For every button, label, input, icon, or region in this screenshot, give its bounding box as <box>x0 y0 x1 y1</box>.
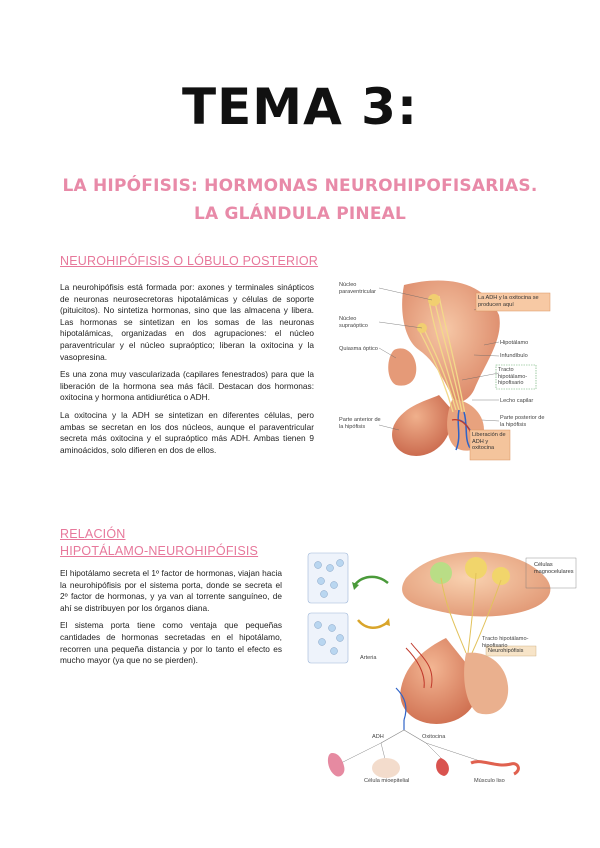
label-artery: Arteria <box>360 655 377 661</box>
label-release: Liberación de ADH y oxitocina <box>472 432 506 452</box>
label-chiasm: Quiasma óptico <box>339 346 378 352</box>
label-supraoptic: Núcleo supraóptico <box>339 316 368 329</box>
section1-paragraph: La oxitocina y la ADH se sintetizan en diferentes células, pero ambas se secretan en los dos núcleos, aunque el paraventricular secreta más oxitocina y el supraóptico más ADH. Ambas tienen 9 aminoácidos, solo difieren en dos de ellos. <box>60 409 314 455</box>
neurohypophysis-figure <box>334 270 554 470</box>
label-hypothalamus: Hipotálamo <box>500 340 529 346</box>
label-oxytocin: Oxitocina <box>422 734 446 740</box>
section1-text <box>60 282 314 462</box>
label-neurohypophysis: Neurohipófisis <box>488 648 524 654</box>
label-magnocellular: Células magnocelulares <box>534 562 574 575</box>
label-anterior: Parte anterior de la hipófisis <box>339 417 381 430</box>
section2-heading <box>60 526 258 560</box>
label-paraventricular: Núcleo paraventricular <box>339 282 376 295</box>
section1-paragraph: Es una zona muy vascularizada (capilares fenestrados) para que la liberación de la hormona sea más fácil. Destacan dos hormonas: oxitocina y hormona antidiurética o ADH. <box>60 369 314 403</box>
label-posterior: Parte posterior de la hipófisis <box>500 415 545 428</box>
label-hypothalamus-tract: Tracto hipotálamo-hipofisario <box>482 636 529 649</box>
label-adh-box: La ADH y la oxitocina se producen aquí <box>478 295 539 308</box>
section2-paragraph: El hipotálamo secreta el 1º factor de hormonas, viajan hacia la neurohipófisis por el sistema porta, donde se secreta el 2º factor de hormonas, y ya van al torrente sanguíneo, de ahí se distribuyen por los órganos diana. <box>60 568 282 613</box>
section1-heading: NEUROHIPÓFISIS O LÓBULO POSTERIOR <box>60 254 319 268</box>
page-subtitle-line1: LA HIPÓFISIS: HORMONAS NEUROHIPOFISARIAS. <box>62 176 538 196</box>
label-myoepithelial: Célula mioepitelial <box>364 778 410 784</box>
label-capillary: Lecho capilar <box>500 398 534 404</box>
label-adh: ADH <box>372 734 384 740</box>
page-title: TEMA 3: <box>182 78 418 136</box>
hypothalamus-illustration <box>296 538 582 788</box>
label-tract: Tracto hipotálamo-hipofisario <box>498 367 528 387</box>
section2-paragraph: El sistema porta tiene como ventaja que pequeñas cantidades de hormonas secretadas en el hipotálamo, recorren una pequeña distancia y por lo tanto el efecto es mucho mayor (ya que no se pierden). <box>60 620 282 666</box>
section2-text <box>60 568 282 673</box>
page-subtitle-line2: LA GLÁNDULA PINEAL <box>193 204 407 224</box>
section1-paragraph: La neurohipófisis está formada por: axones y terminales sinápticos de neuronas neurosecretoras hipotalámicas y células de soporte (pituicitos). No sintetiza hormonas, sino que las almacena y libera. Las hormonas se sintetizan en los somas de las neuronas hipotalámicas, organizadas en dos agrupaciones: el núcleo paraventricular y el núcleo supraóptico; liberan la oxitocina y la vasopresina. <box>60 282 314 362</box>
hypothalamus-neurohypophysis-figure <box>296 538 582 788</box>
label-infundibulum: Infundíbulo <box>500 353 528 359</box>
label-smooth-muscle: Músculo liso <box>474 778 505 784</box>
section2-heading-line1: RELACIÓN <box>60 527 126 541</box>
section2-heading-line2: HIPOTÁLAMO-NEUROHIPÓFISIS <box>60 544 259 558</box>
